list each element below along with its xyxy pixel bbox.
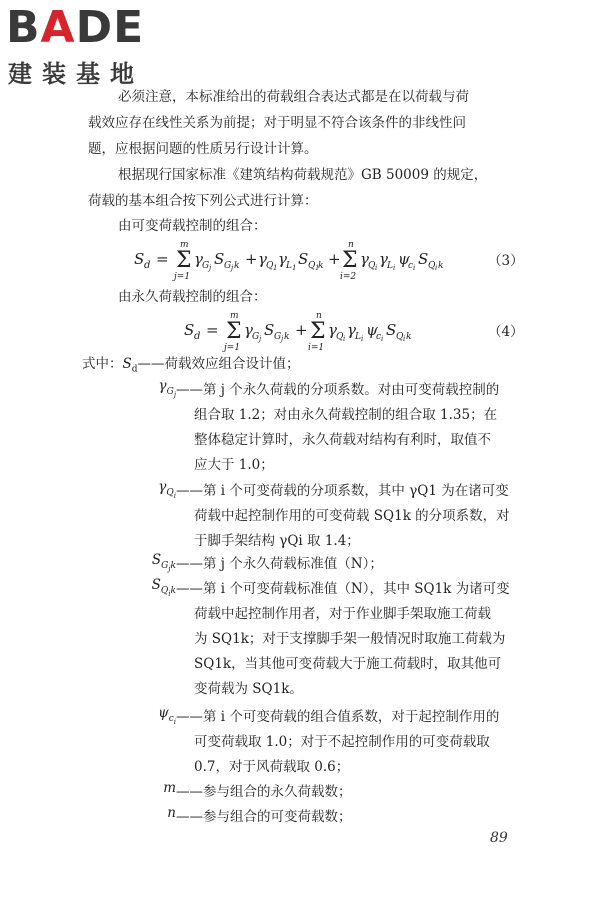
formula-3 bbox=[130, 236, 500, 282]
svg-text:L: L bbox=[387, 261, 393, 271]
svg-text:k: k bbox=[234, 261, 240, 271]
svg-text:G: G bbox=[224, 261, 232, 271]
svg-text:Q: Q bbox=[308, 261, 316, 271]
svg-text:Σ: Σ bbox=[342, 248, 358, 273]
para1-line1: 必须注意，本标准给出的荷载组合表达式都是在以荷载与荷 bbox=[118, 89, 469, 105]
svg-text:i: i bbox=[393, 264, 396, 272]
svg-text:G: G bbox=[274, 332, 282, 342]
def-symbol-n: n bbox=[167, 805, 176, 821]
svg-text:=: = bbox=[206, 321, 219, 339]
svg-text:L: L bbox=[286, 261, 292, 271]
def-psi-line2: 可变荷载取 1.0；对于不起控制作用的可变荷载取 bbox=[194, 734, 490, 750]
svg-text:j: j bbox=[209, 264, 212, 272]
svg-text:γ: γ bbox=[379, 250, 388, 268]
svg-text:i: i bbox=[343, 335, 346, 343]
svg-text:k: k bbox=[284, 332, 290, 342]
def-s-qk-line5: 变荷载为 SQ1k。 bbox=[194, 681, 303, 697]
svg-text:ψ: ψ bbox=[366, 321, 378, 339]
def-s-qk-line1: ——第 i 个可变荷载标准值（N），其中 SQ1k 为诸可变 bbox=[176, 581, 510, 597]
def-psi-line3: 0.7，对于风荷载取 0.6； bbox=[194, 759, 350, 775]
logo-brand: BADE bbox=[6, 2, 145, 53]
def-symbol-gamma-q: $\gamma_{Q_i}$ bbox=[158, 479, 176, 500]
def-gamma-g-line2: 组合取 1.2；对由永久荷载控制的组合取 1.35；在 bbox=[194, 407, 498, 423]
svg-text:Q: Q bbox=[336, 332, 344, 342]
svg-text:1: 1 bbox=[315, 264, 320, 272]
svg-text:m: m bbox=[180, 240, 189, 250]
svg-text:γ: γ bbox=[278, 250, 287, 268]
svg-text:n: n bbox=[316, 311, 322, 321]
def-symbol-s-gk: $S_{G_jk}$ bbox=[151, 552, 176, 573]
svg-text:G: G bbox=[202, 261, 210, 271]
svg-text:j: j bbox=[231, 264, 234, 272]
svg-text:=: = bbox=[156, 250, 169, 268]
svg-text:Σ: Σ bbox=[226, 319, 242, 344]
svg-text:j=1: j=1 bbox=[224, 343, 241, 353]
svg-text:Q: Q bbox=[428, 261, 436, 271]
def-n-line1: ——参与组合的可变荷载数； bbox=[176, 809, 352, 825]
para1-line3: 题，应根据问题的性质另行设计计算。 bbox=[88, 141, 318, 157]
def-gamma-q-line3: 于脚手架结构 γQi 取 1.4； bbox=[194, 533, 360, 549]
svg-text:γ: γ bbox=[328, 321, 337, 339]
svg-text:j: j bbox=[281, 335, 284, 343]
svg-text:S: S bbox=[184, 321, 195, 339]
svg-text:i=1: i=1 bbox=[308, 343, 325, 353]
svg-text:c: c bbox=[376, 332, 382, 342]
logo-brand-cn: 建装基地 bbox=[8, 60, 144, 88]
svg-text:S: S bbox=[386, 321, 397, 339]
svg-text:i: i bbox=[361, 335, 364, 343]
svg-text:+: + bbox=[328, 250, 341, 268]
page-number: 89 bbox=[490, 830, 508, 846]
svg-text:G: G bbox=[252, 332, 260, 342]
def-s-gk-line1: ——第 j 个永久荷载标准值（N）； bbox=[176, 556, 383, 572]
def-symbol-m: m bbox=[163, 780, 176, 796]
svg-text:j: j bbox=[259, 335, 262, 343]
svg-text:d: d bbox=[194, 331, 201, 342]
svg-text:γ: γ bbox=[194, 250, 203, 268]
svg-text:ψ: ψ bbox=[398, 250, 410, 268]
def-s-qk-line4: SQ1k，当其他可变荷载大于施工荷载时，取其他可 bbox=[194, 656, 502, 672]
svg-text:j=1: j=1 bbox=[174, 272, 191, 282]
def-gamma-g-line1: ——第 j 个永久荷载的分项系数。对由可变荷载控制的 bbox=[176, 382, 500, 398]
svg-text:i: i bbox=[413, 264, 416, 272]
def-gamma-g-line4: 应大于 1.0； bbox=[194, 457, 274, 473]
svg-text:Σ: Σ bbox=[176, 248, 192, 273]
svg-text:1: 1 bbox=[273, 264, 278, 272]
svg-text:i: i bbox=[435, 264, 438, 272]
where-label: 式中：$S_d——$荷载效应组合设计值； bbox=[82, 356, 300, 375]
svg-text:i=2: i=2 bbox=[340, 272, 357, 282]
svg-text:d: d bbox=[144, 260, 151, 271]
svg-text:γ: γ bbox=[360, 250, 369, 268]
svg-text:γ: γ bbox=[244, 321, 253, 339]
svg-text:Σ: Σ bbox=[310, 319, 326, 344]
para1-line2: 载效应存在线性关系为前提；对于明显不符合该条件的非线性问 bbox=[88, 115, 466, 131]
svg-text:+: + bbox=[245, 250, 258, 268]
def-s-qk-line2: 荷载中起控制作用者，对于作业脚手架取施工荷载 bbox=[194, 606, 491, 622]
svg-text:+: + bbox=[295, 321, 308, 339]
svg-text:i: i bbox=[403, 335, 406, 343]
def-gamma-g-line3: 整体稳定计算时，永久荷载对结构有利时，取值不 bbox=[194, 432, 491, 448]
svg-text:S: S bbox=[264, 321, 275, 339]
svg-text:S: S bbox=[418, 250, 429, 268]
svg-text:S: S bbox=[134, 250, 145, 268]
heading-variable-control: 由可变荷载控制的组合： bbox=[118, 218, 267, 234]
def-sd-line: ——荷载效应组合设计值； bbox=[137, 356, 300, 372]
def-symbol-s-qk: $S_{Q_ik}$ bbox=[151, 577, 176, 598]
svg-text:m: m bbox=[230, 311, 239, 321]
def-psi-line1: ——第 i 个可变荷载的组合值系数，对于起控制作用的 bbox=[176, 709, 500, 725]
svg-text:Q: Q bbox=[396, 332, 404, 342]
def-gamma-q-line1: ——第 i 个可变荷载的分项系数，其中 γQ1 为在诸可变 bbox=[176, 483, 509, 499]
svg-text:n: n bbox=[348, 240, 354, 250]
svg-text:S: S bbox=[214, 250, 225, 268]
svg-text:γ: γ bbox=[347, 321, 356, 339]
svg-text:S: S bbox=[298, 250, 309, 268]
para2-line1: 根据现行国家标准《建筑结构荷载规范》GB 50009 的规定， bbox=[118, 167, 488, 183]
svg-text:γ: γ bbox=[258, 250, 267, 268]
svg-text:i: i bbox=[381, 335, 384, 343]
heading-permanent-control: 由永久荷载控制的组合： bbox=[118, 289, 267, 305]
def-m-line1: ——参与组合的永久荷载数； bbox=[176, 784, 352, 800]
svg-text:Q: Q bbox=[266, 261, 274, 271]
def-symbol-psi: $\psi_{c_i}$ bbox=[158, 705, 176, 726]
def-gamma-q-line2: 荷载中起控制作用的可变荷载 SQ1k 的分项系数，对 bbox=[194, 508, 510, 524]
def-symbol-gamma-g: $\gamma_{G_j}$ bbox=[158, 378, 176, 399]
svg-text:Q: Q bbox=[368, 261, 376, 271]
para2-line2: 荷载的基本组合按下列公式进行计算： bbox=[88, 193, 318, 209]
def-s-qk-line3: 为 SQ1k；对于支撑脚手架一般情况时取施工荷载为 bbox=[194, 631, 506, 647]
svg-text:c: c bbox=[408, 261, 414, 271]
logo bbox=[6, 4, 176, 96]
svg-text:1: 1 bbox=[292, 264, 297, 272]
svg-text:L: L bbox=[355, 332, 361, 342]
svg-text:i: i bbox=[375, 264, 378, 272]
equation-number-3: （3） bbox=[488, 253, 524, 269]
equation-number-4: （4） bbox=[488, 324, 524, 340]
svg-text:k: k bbox=[318, 261, 324, 271]
formula-4 bbox=[180, 307, 460, 353]
svg-text:k: k bbox=[438, 261, 444, 271]
svg-text:k: k bbox=[406, 332, 412, 342]
